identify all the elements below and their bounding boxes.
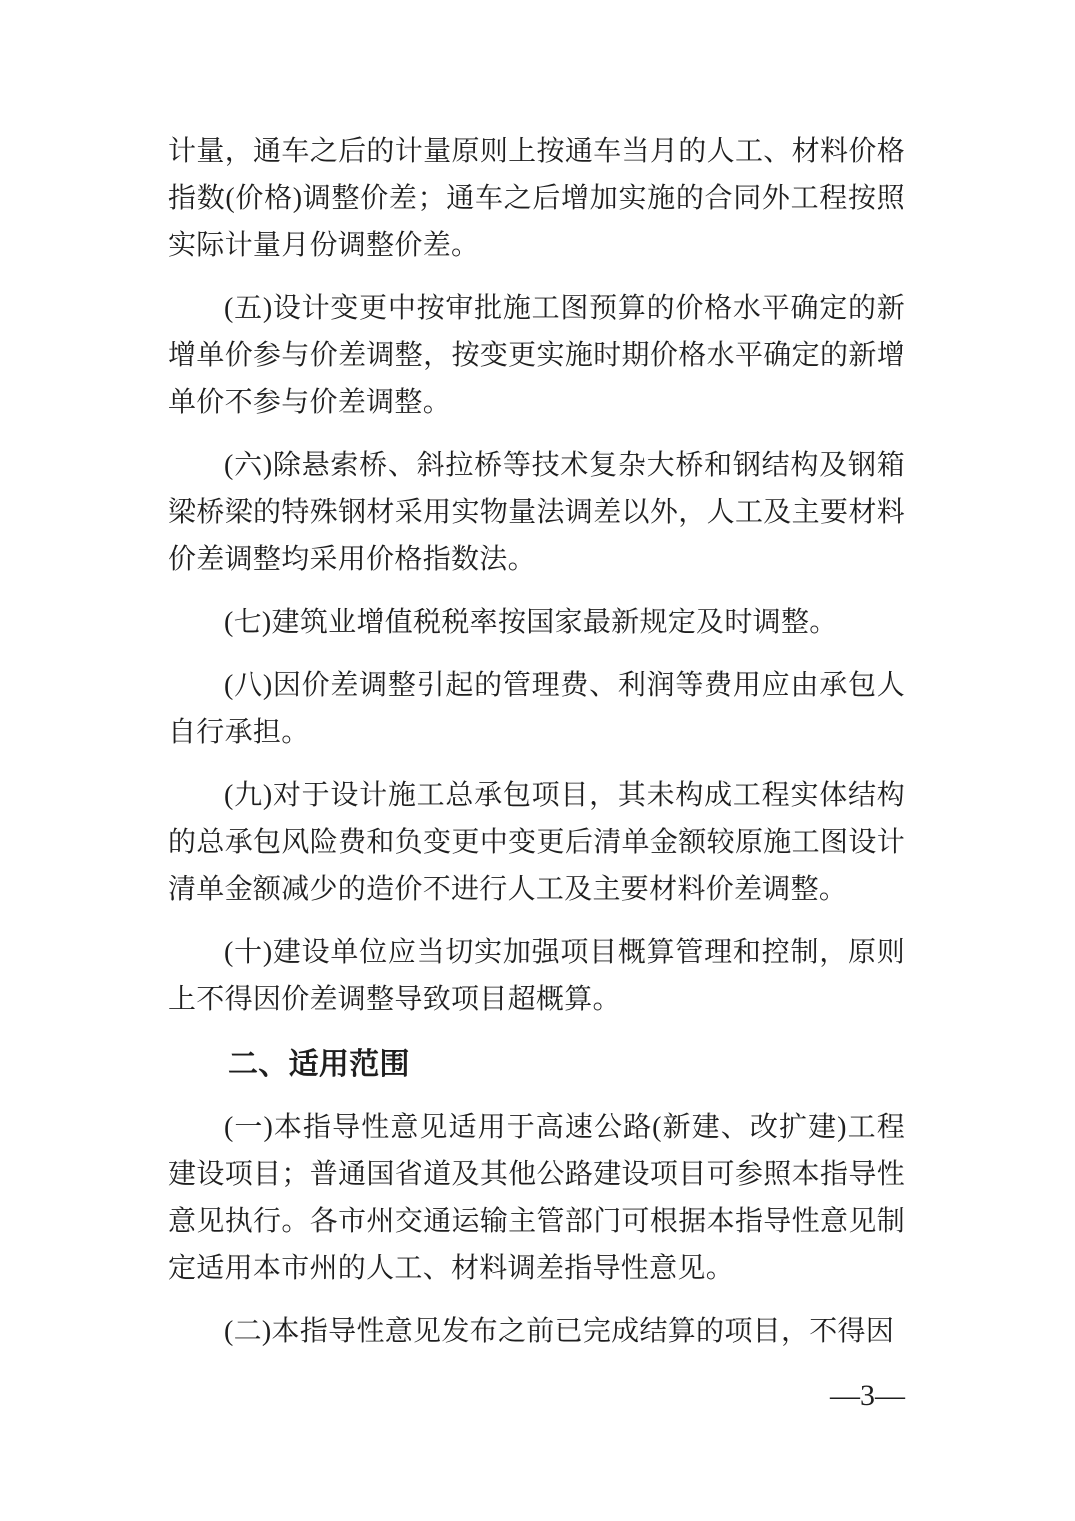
paragraph: 计量，通车之后的计量原则上按通车当月的人工、材料价格指数(价格)调整价差；通车之后增加实施的合同外工程按照实际计量月份调整价差。	[168, 136, 905, 261]
paragraph: (一)本指导性意见适用于高速公路(新建、改扩建)工程建设项目；普通国省道及其他公路建设项目可参照本指导性意见执行。各市州交通运输主管部门可根据本指导性意见制定适用本市州的人工、材料调差指导性意见。	[168, 1112, 905, 1284]
paragraph: (十)建设单位应当切实加强项目概算管理和控制，原则上不得因价差调整导致项目超概算。	[168, 937, 905, 1015]
paragraph: (九)对于设计施工总承包项目，其未构成工程实体结构的总承包风险费和负变更中变更后清单金额较原施工图设计清单金额减少的造价不进行人工及主要材料价差调整。	[168, 780, 905, 905]
paragraph: (二)本指导性意见发布之前已完成结算的项目，不得因	[224, 1316, 895, 1347]
page-footer	[168, 1362, 905, 1416]
document-body	[168, 128, 905, 1355]
paragraph: (八)因价差调整引起的管理费、利润等费用应由承包人自行承担。	[168, 670, 905, 748]
paragraph: (六)除悬索桥、斜拉桥等技术复杂大桥和钢结构及钢箱梁桥梁的特殊钢材采用实物量法调差以外，人工及主要材料价差调整均采用价格指数法。	[168, 450, 905, 575]
paragraph: (七)建筑业增值税税率按国家最新规定及时调整。	[224, 607, 838, 638]
section-heading: 二、适用范围	[228, 1048, 410, 1081]
paragraph: (五)设计变更中按审批施工图预算的价格水平确定的新增单价参与价差调整，按变更实施时期价格水平确定的新增单价不参与价差调整。	[168, 293, 905, 418]
page-number: —3—	[830, 1379, 905, 1412]
